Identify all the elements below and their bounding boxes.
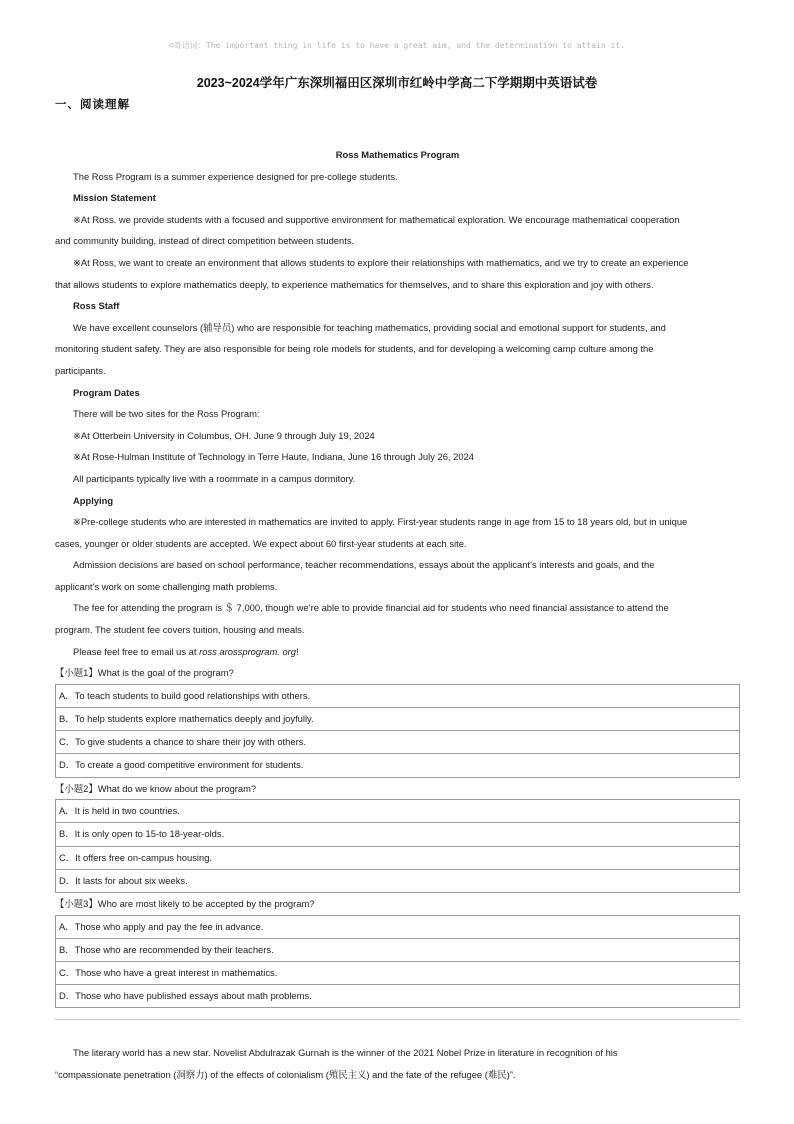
email-link[interactable]: ross arossprogram. org (199, 645, 297, 657)
option-d[interactable]: D．Those who have published essays about math problems. (56, 984, 739, 1007)
dates-text: There will be two sites for the Ross Program: (73, 408, 260, 420)
applying-text: ※Pre-college students who are interested in mathematics are invited to apply. First-year students range in age from 15 to 18 years old, but in unique (73, 516, 688, 528)
passage-intro: The Ross Program is a summer experience designed for pre-college students. (73, 170, 398, 182)
email-suffix: ! (296, 645, 299, 657)
question-1 (55, 662, 740, 777)
motto-header: ☺寄语词：The important thing in life is to have a great aim, and the determination to attain it. (169, 41, 625, 50)
contact-text (55, 641, 740, 663)
question-stem: 【小题3】Who are most likely to be accepted by the program? (55, 897, 315, 909)
fee-text: program. The student fee covers tuition, housing and meals. (55, 624, 305, 636)
site-item: ※At Rose-Hulman Institute of Technology in Terre Haute, Indiana, June 16 through July 26, 2024 (73, 451, 474, 463)
applying-text: applicant’s work on some challenging math problems. (55, 580, 278, 592)
staff-heading: Ross Staff (73, 300, 120, 312)
mission-heading: Mission Statement (73, 192, 156, 204)
option-c[interactable]: C．Those who have a great interest in mathematics. (56, 961, 739, 984)
next-passage-text: The literary world has a new star. Novelist Abdulrazak Gurnah is the winner of the 2021 Nobel Prize in literature in recognition of his (73, 1047, 618, 1058)
option-a[interactable]: A．Those who apply and pay the fee in advance. (59, 920, 264, 932)
fee-text: The fee for attending the program is ＄ 7,000, though we’re able to provide financial aid for students who need financial assistance to attend the (73, 602, 669, 614)
mission-text: ※At Ross, we want to create an environment that allows students to explore their relationships with mathematics, and we try to create an experience (73, 256, 689, 268)
options-table (55, 799, 740, 893)
applying-text: Admission decisions are based on school performance, teacher recommendations, essays about the applicant’s interests and goals, and the (73, 559, 655, 571)
reading-passage (55, 144, 740, 1008)
option-c[interactable]: C．It offers free on-campus housing. (56, 846, 739, 869)
staff-text: We have excellent counselors (辅导员) who are responsible for teaching mathematics, providing social and emotional support for students, and (73, 321, 666, 333)
options-table (55, 684, 740, 778)
option-d[interactable]: D．It lasts for about six weeks. (56, 869, 739, 892)
applying-heading: Applying (73, 494, 114, 506)
option-b[interactable]: B．It is only open to 15-to 18-year-olds. (56, 822, 739, 845)
staff-text: participants. (55, 364, 106, 376)
question-2 (55, 778, 740, 893)
option-a[interactable]: A．To teach students to build good relationships with others. (59, 689, 311, 701)
option-c[interactable]: C．To give students a chance to share their joy with others. (56, 730, 739, 753)
exam-title: 2023~2024学年广东深圳福田区深圳市红岭中学高二下学期期中英语试卷 (196, 76, 598, 90)
option-b[interactable]: B．To help students explore mathematics deeply and joyfully. (56, 707, 739, 730)
mission-text: ※At Ross. we provide students with a focused and supportive environment for mathematical exploration. We encourage mathematical cooperation (73, 213, 680, 225)
mission-text: and community building, instead of direct competition between students. (55, 235, 355, 247)
site-item: ※At Otterbein University in Columbus, OH. June 9 through July 19, 2024 (73, 429, 375, 441)
dorm-text: All participants typically live with a roommate in a campus dormitory. (73, 472, 356, 484)
email-prefix: Please feel free to email us at (73, 645, 200, 657)
next-passage-text: “compassionate penetration (洞察力) of the effects of colonialism (殖民主义) and the fate of the refugee (难民)”. (55, 1068, 516, 1080)
option-a[interactable]: A．It is held in two countries. (59, 805, 180, 817)
passage-title: Ross Mathematics Program (335, 149, 460, 160)
question-stem: 【小题2】What do we know about the program? (55, 782, 257, 794)
dates-heading: Program Dates (73, 386, 140, 398)
applying-text: cases, younger or older students are accepted. We expect about 60 first-year students at each site. (55, 537, 467, 549)
staff-text: monitoring student safety. They are also responsible for being role models for students, and for developing a welcoming camp culture among the (55, 343, 654, 355)
section-divider (55, 1019, 740, 1020)
option-b[interactable]: B．Those who are recommended by their teachers. (56, 938, 739, 961)
question-stem: 【小题1】What is the goal of the program? (55, 667, 234, 679)
section-heading: 一、阅读理解 (55, 97, 130, 111)
options-table (55, 915, 740, 1009)
option-d[interactable]: D．To create a good competitive environment for students. (56, 753, 739, 776)
next-passage (55, 1042, 740, 1085)
question-3 (55, 893, 740, 1008)
mission-text: that allows students to explore mathematics deeply, to experience mathematics for themselves, and to share this exploration and joy with others. (55, 278, 654, 290)
